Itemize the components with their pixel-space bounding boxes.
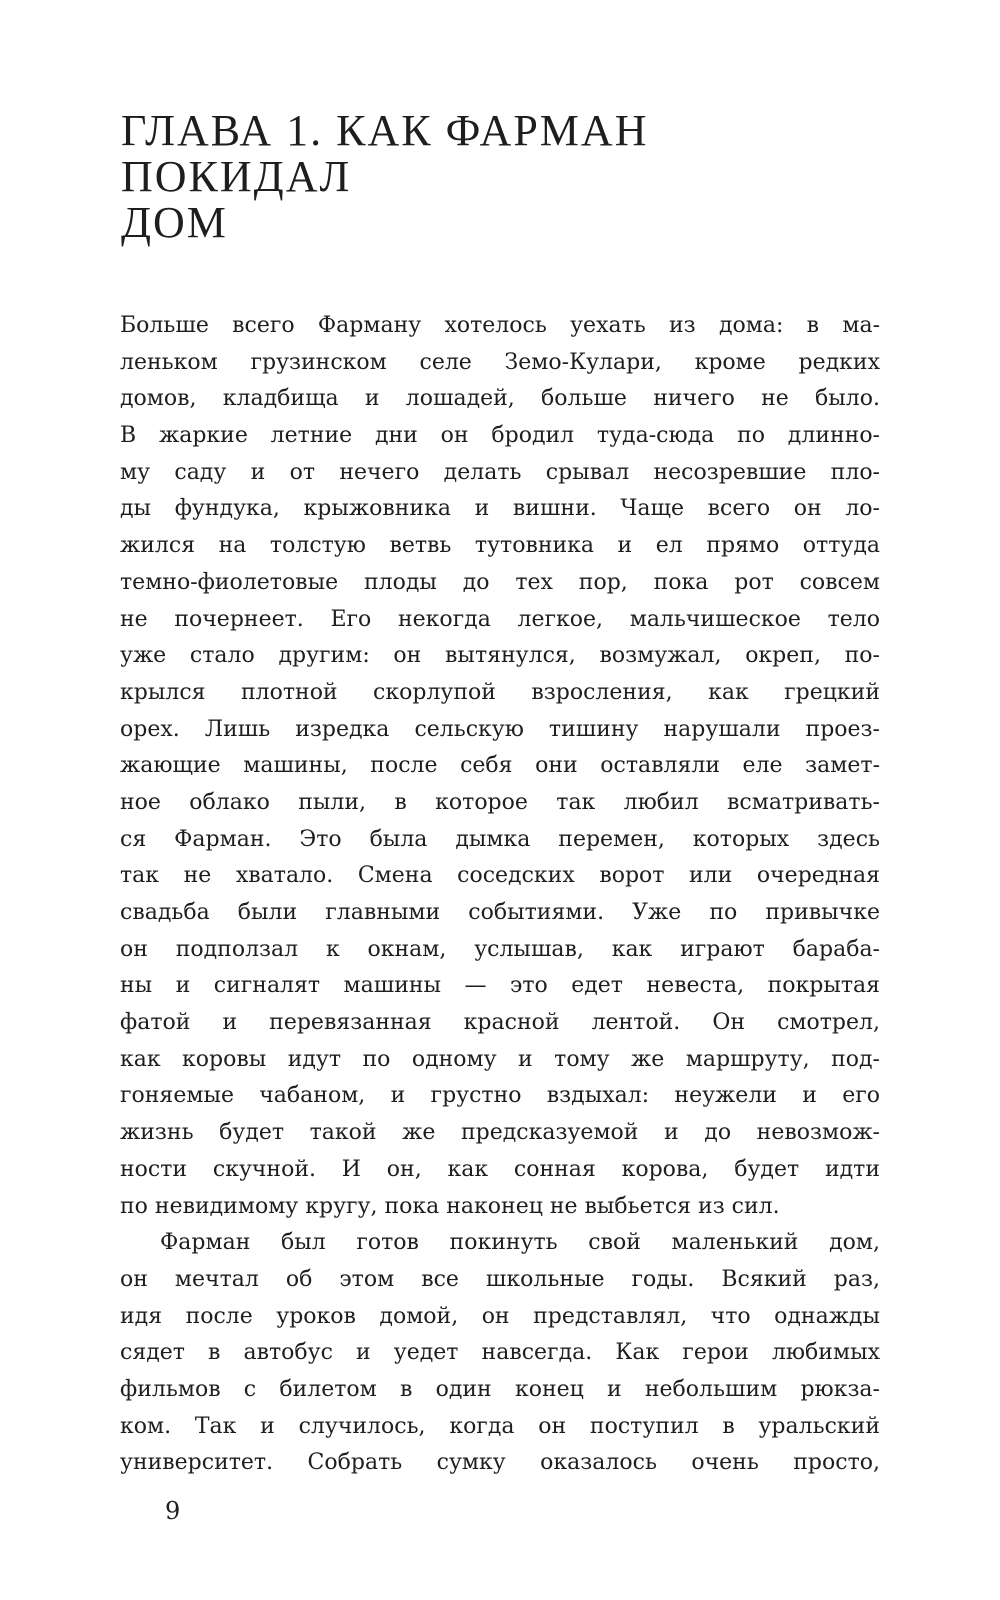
chapter-title-line-1: ГЛАВА 1. КАК ФАРМАН ПОКИДАЛ	[121, 106, 649, 201]
paragraph-2	[120, 1225, 880, 1482]
text-line: жизнь будет такой же предсказуемой и до невозмож-	[120, 1120, 880, 1146]
text-line: му саду и от нечего делать срывал несозревшие пло-	[120, 459, 880, 485]
text-line: жился на толстую ветвь тутовника и ел прямо оттуда	[120, 533, 880, 559]
text-line: гоняемые чабаном, и грустно вздыхал: неужели и его	[120, 1083, 880, 1109]
chapter-title	[121, 108, 881, 246]
text-line: крылся плотной скорлупой взросления, как грецкий	[120, 679, 880, 705]
text-line: по невидимому кругу, пока наконец не выбьется из сил.	[120, 1193, 780, 1219]
text-line: он мечтал об этом все школьные годы. Всякий раз,	[120, 1266, 880, 1292]
text-line: фильмов с билетом в один конец и небольшим рюкза-	[120, 1376, 880, 1402]
text-line: Фарман был готов покинуть свой маленький дом,	[160, 1230, 880, 1256]
text-line: не почернеет. Его некогда легкое, мальчишеское тело	[120, 606, 880, 632]
text-line: фатой и перевязанная красной лентой. Он смотрел,	[120, 1010, 880, 1036]
text-line: ное облако пыли, в которое так любил всматривать-	[120, 789, 880, 815]
text-line: леньком грузинском селе Земо-Кулари, кроме редких	[120, 349, 880, 375]
chapter-title-line-2: ДОМ	[121, 198, 228, 247]
chapter-body	[120, 308, 880, 1482]
text-line: ся Фарман. Это была дымка перемен, которых здесь	[120, 826, 880, 852]
text-line: уже стало другим: он вытянулся, возмужал, окреп, по-	[120, 643, 880, 669]
text-line: ности скучной. И он, как сонная корова, будет идти	[120, 1156, 880, 1182]
text-line: темно-фиолетовые плоды до тех пор, пока рот совсем	[120, 569, 880, 595]
text-line: ком. Так и случилось, когда он поступил в уральский	[120, 1413, 880, 1439]
text-line: ны и сигналят машины — это едет невеста, покрытая	[120, 973, 880, 999]
text-line: жающие машины, после себя они оставляли еле замет-	[120, 753, 880, 779]
page-number: 9	[165, 1497, 181, 1525]
text-line: идя после уроков домой, он представлял, что однажды	[120, 1303, 880, 1329]
text-line: так не хватало. Смена соседских ворот или очередная	[120, 863, 880, 889]
text-line: орех. Лишь изредка сельскую тишину нарушали проез-	[120, 716, 880, 742]
text-line: свадьба были главными событиями. Уже по привычке	[120, 900, 880, 925]
text-line: В жаркие летние дни он бродил туда-сюда по длинно-	[120, 423, 880, 449]
text-line: сядет в автобус и уедет навсегда. Как герои любимых	[120, 1340, 880, 1366]
paragraph-1	[120, 308, 880, 1225]
text-line: ды фундука, крыжовника и вишни. Чаще всего он ло-	[120, 496, 880, 522]
text-line: как коровы идут по одному и тому же маршруту, под-	[120, 1046, 880, 1072]
text-line: он подползал к окнам, услышав, как играют бараба-	[120, 936, 880, 962]
text-line: Больше всего Фарману хотелось уехать из дома: в ма-	[120, 313, 880, 338]
text-line: университет. Собрать сумку оказалось очень просто,	[120, 1450, 880, 1476]
text-line: домов, кладбища и лошадей, больше ничего не было.	[120, 386, 880, 412]
